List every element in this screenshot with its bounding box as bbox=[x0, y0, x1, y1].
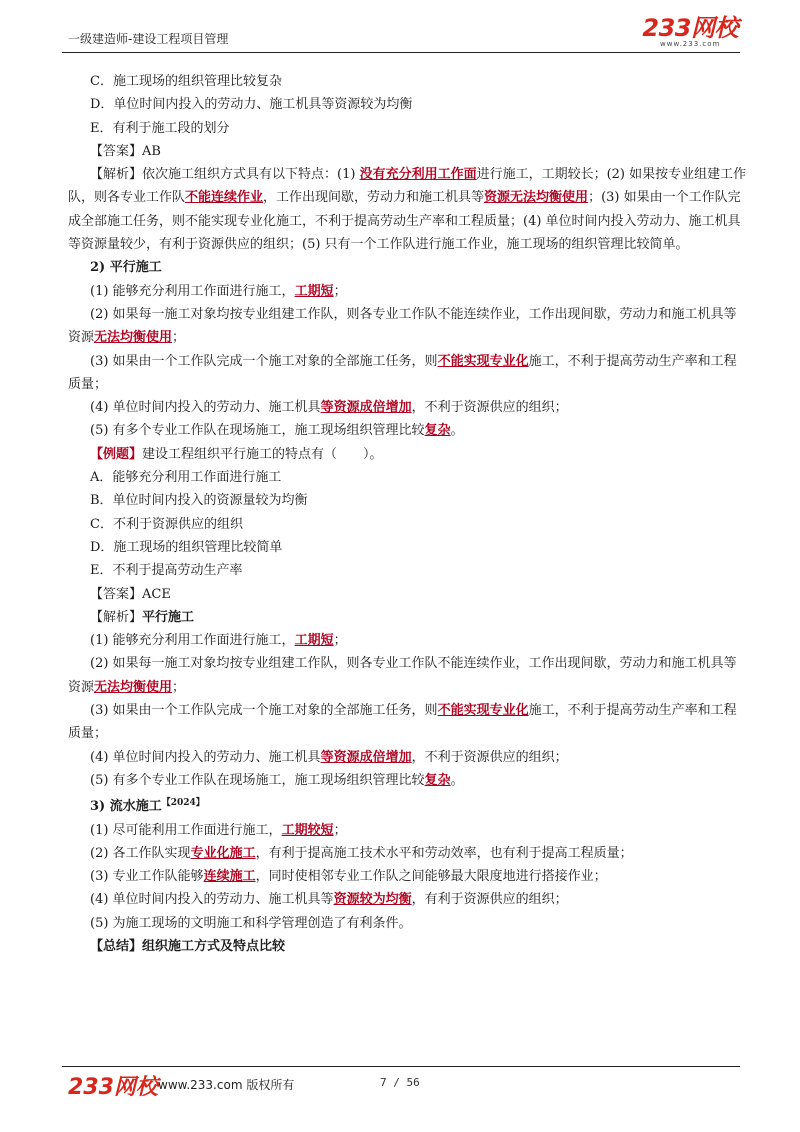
key-point: 复杂 bbox=[424, 772, 451, 788]
text: ； bbox=[172, 679, 186, 695]
footer-divider bbox=[62, 1066, 740, 1067]
text: 施工，不利于提高劳动生产率和工程质量； bbox=[68, 353, 737, 392]
text: (4) 单位时间内投入的劳动力、施工机具 bbox=[90, 749, 321, 765]
example-tag: 【例题】 bbox=[90, 446, 143, 462]
text: ，工作出现间歇，劳动力和施工机具等 bbox=[263, 190, 485, 206]
text: (5) 有多个专业工作队在现场施工，施工现场组织管理比较 bbox=[90, 423, 425, 439]
year-tag: 【2024】 bbox=[161, 798, 205, 809]
text: ，不利于资源供应的组织； bbox=[411, 749, 568, 765]
key-point: 工期较短 bbox=[281, 822, 334, 838]
text: (5) 有多个专业工作队在现场施工，施工现场组织管理比较 bbox=[90, 772, 425, 788]
text: 建设工程组织平行施工的特点有（ ）。 bbox=[142, 446, 383, 462]
text: 平行施工 bbox=[142, 609, 195, 625]
option-c: C．施工现场的组织管理比较复杂 bbox=[90, 74, 282, 89]
text: (4) 单位时间内投入的劳动力、施工机具 bbox=[90, 400, 321, 416]
header-divider bbox=[62, 52, 740, 53]
analysis-point-4 bbox=[68, 746, 748, 769]
text: (1) 能够充分利用工作面进行施工， bbox=[90, 633, 295, 649]
parallel-point-4 bbox=[68, 396, 748, 419]
brand-logo bbox=[642, 16, 738, 48]
text: 施工，不利于提高劳动生产率和工程质量； bbox=[68, 703, 737, 742]
answer-1: 【答案】AB bbox=[90, 143, 161, 159]
key-point: 无法均衡使用 bbox=[94, 679, 173, 695]
key-point: 没有充分利用工作面 bbox=[359, 167, 477, 183]
flow-point-3 bbox=[68, 865, 748, 888]
example-option-d: D．施工现场的组织管理比较简单 bbox=[90, 539, 283, 555]
option-d: D．单位时间内投入的劳动力、施工机具等资源较为均衡 bbox=[90, 97, 413, 113]
example-option-c: C．不利于资源供应的组织 bbox=[90, 516, 243, 532]
example-question bbox=[68, 443, 748, 466]
analysis-point-1 bbox=[68, 629, 748, 652]
header-title: 一级建造师-建设工程项目管理 bbox=[68, 32, 229, 46]
text: ； bbox=[333, 283, 347, 299]
analysis-point-2 bbox=[68, 652, 748, 699]
text: 。 bbox=[450, 423, 464, 439]
key-point: 等资源成倍增加 bbox=[320, 400, 412, 416]
key-point: 工期短 bbox=[294, 283, 334, 299]
example-option-a: A．能够充分利用工作面进行施工 bbox=[90, 470, 282, 486]
flow-point-1 bbox=[68, 819, 748, 842]
text: 【解析】依次施工组织方式具有以下特点：(1) bbox=[90, 167, 360, 183]
text: 3) 流水施工 bbox=[90, 799, 162, 815]
key-point: 专业化施工 bbox=[190, 845, 256, 861]
text: ； bbox=[333, 633, 347, 649]
footer-copyright: www.233.com 版权所有 bbox=[158, 1078, 295, 1092]
text: ，有利于资源供应的组织； bbox=[411, 892, 568, 908]
text: (2) 如果每一施工对象均按专业组建工作队，则各专业工作队不能连续作业，工作出现间歇，劳动力和施工机具等资源 bbox=[68, 656, 737, 695]
parallel-point-1 bbox=[68, 280, 748, 303]
text: 【解析】 bbox=[90, 609, 143, 625]
text: 。 bbox=[450, 772, 464, 788]
text: ，同时使相邻专业工作队之间能够最大限度地进行搭接作业； bbox=[255, 869, 607, 885]
section-parallel-heading: 2) 平行施工 bbox=[90, 260, 162, 276]
key-point: 不能连续作业 bbox=[185, 190, 264, 206]
text: (2) 各工作队实现 bbox=[90, 845, 191, 861]
text: (3) 专业工作队能够 bbox=[90, 869, 204, 885]
example-option-b: B．单位时间内投入的资源量较为均衡 bbox=[90, 493, 308, 509]
key-point: 资源无法均衡使用 bbox=[484, 190, 589, 206]
logo-url: www.233.com bbox=[660, 40, 721, 48]
analysis-1 bbox=[68, 163, 748, 256]
text: (2) 如果每一施工对象均按专业组建工作队，则各专业工作队不能连续作业，工作出现间歇，劳动力和施工机具等资源 bbox=[68, 306, 737, 346]
text: 进行施工，工期较长；(2) 如果按专业组建工作队，则各专业工作队 bbox=[68, 167, 747, 206]
answer-2: 【答案】ACE bbox=[90, 586, 171, 602]
text: (1) 尽可能利用工作面进行施工， bbox=[90, 822, 282, 838]
section-flow-heading bbox=[68, 792, 748, 818]
key-point: 不能实现专业化 bbox=[437, 353, 529, 369]
key-point: 工期短 bbox=[294, 633, 334, 649]
parallel-point-2 bbox=[68, 303, 748, 350]
logo-text: 233网校 bbox=[642, 14, 738, 42]
footer-logo: 233网校 bbox=[68, 1075, 158, 1100]
summary-heading: 【总结】组织施工方式及特点比较 bbox=[90, 938, 286, 954]
key-point: 不能实现专业化 bbox=[437, 703, 529, 719]
flow-point-2 bbox=[68, 842, 748, 865]
document-body bbox=[68, 70, 748, 958]
analysis-point-5 bbox=[68, 769, 748, 792]
text: (3) 如果由一个工作队完成一个施工对象的全部施工任务，则 bbox=[90, 703, 438, 719]
page-number: 7 / 56 bbox=[380, 1076, 420, 1089]
text: ，不利于资源供应的组织； bbox=[411, 400, 568, 416]
text: (1) 能够充分利用工作面进行施工， bbox=[90, 283, 295, 299]
key-point: 资源较为均衡 bbox=[333, 892, 412, 908]
key-point: 连续施工 bbox=[203, 869, 256, 885]
text: ； bbox=[333, 822, 347, 838]
parallel-point-3 bbox=[68, 350, 748, 397]
parallel-point-5 bbox=[68, 419, 748, 442]
text: (4) 单位时间内投入的劳动力、施工机具等 bbox=[90, 892, 334, 908]
key-point: 复杂 bbox=[424, 423, 451, 439]
flow-point-5: (5) 为施工现场的文明施工和科学管理创造了有利条件。 bbox=[90, 915, 412, 931]
key-point: 无法均衡使用 bbox=[94, 330, 173, 346]
analysis-2-heading bbox=[68, 606, 748, 629]
text: ，有利于提高施工技术水平和劳动效率，也有利于提高工程质量； bbox=[255, 845, 633, 861]
text: ； bbox=[172, 330, 186, 346]
text: (3) 如果由一个工作队完成一个施工对象的全部施工任务，则 bbox=[90, 353, 438, 369]
flow-point-4 bbox=[68, 888, 748, 911]
key-point: 等资源成倍增加 bbox=[320, 749, 412, 765]
text: ；(3) 如果由一个工作队完成全部施工任务，则不能实现专业化施工，不利于提高劳动生产率和工程质量；(4) 单位时间内投入劳动力、施工机具等资源量较少，有利于资源供应的组织；(5) 只有一个工作队进行施工作业，施工现场的组织管理比较简单。 bbox=[68, 190, 741, 253]
example-option-e: E．不利于提高劳动生产率 bbox=[90, 563, 243, 579]
analysis-point-3 bbox=[68, 699, 748, 746]
option-e: E．有利于施工段的划分 bbox=[90, 120, 230, 136]
